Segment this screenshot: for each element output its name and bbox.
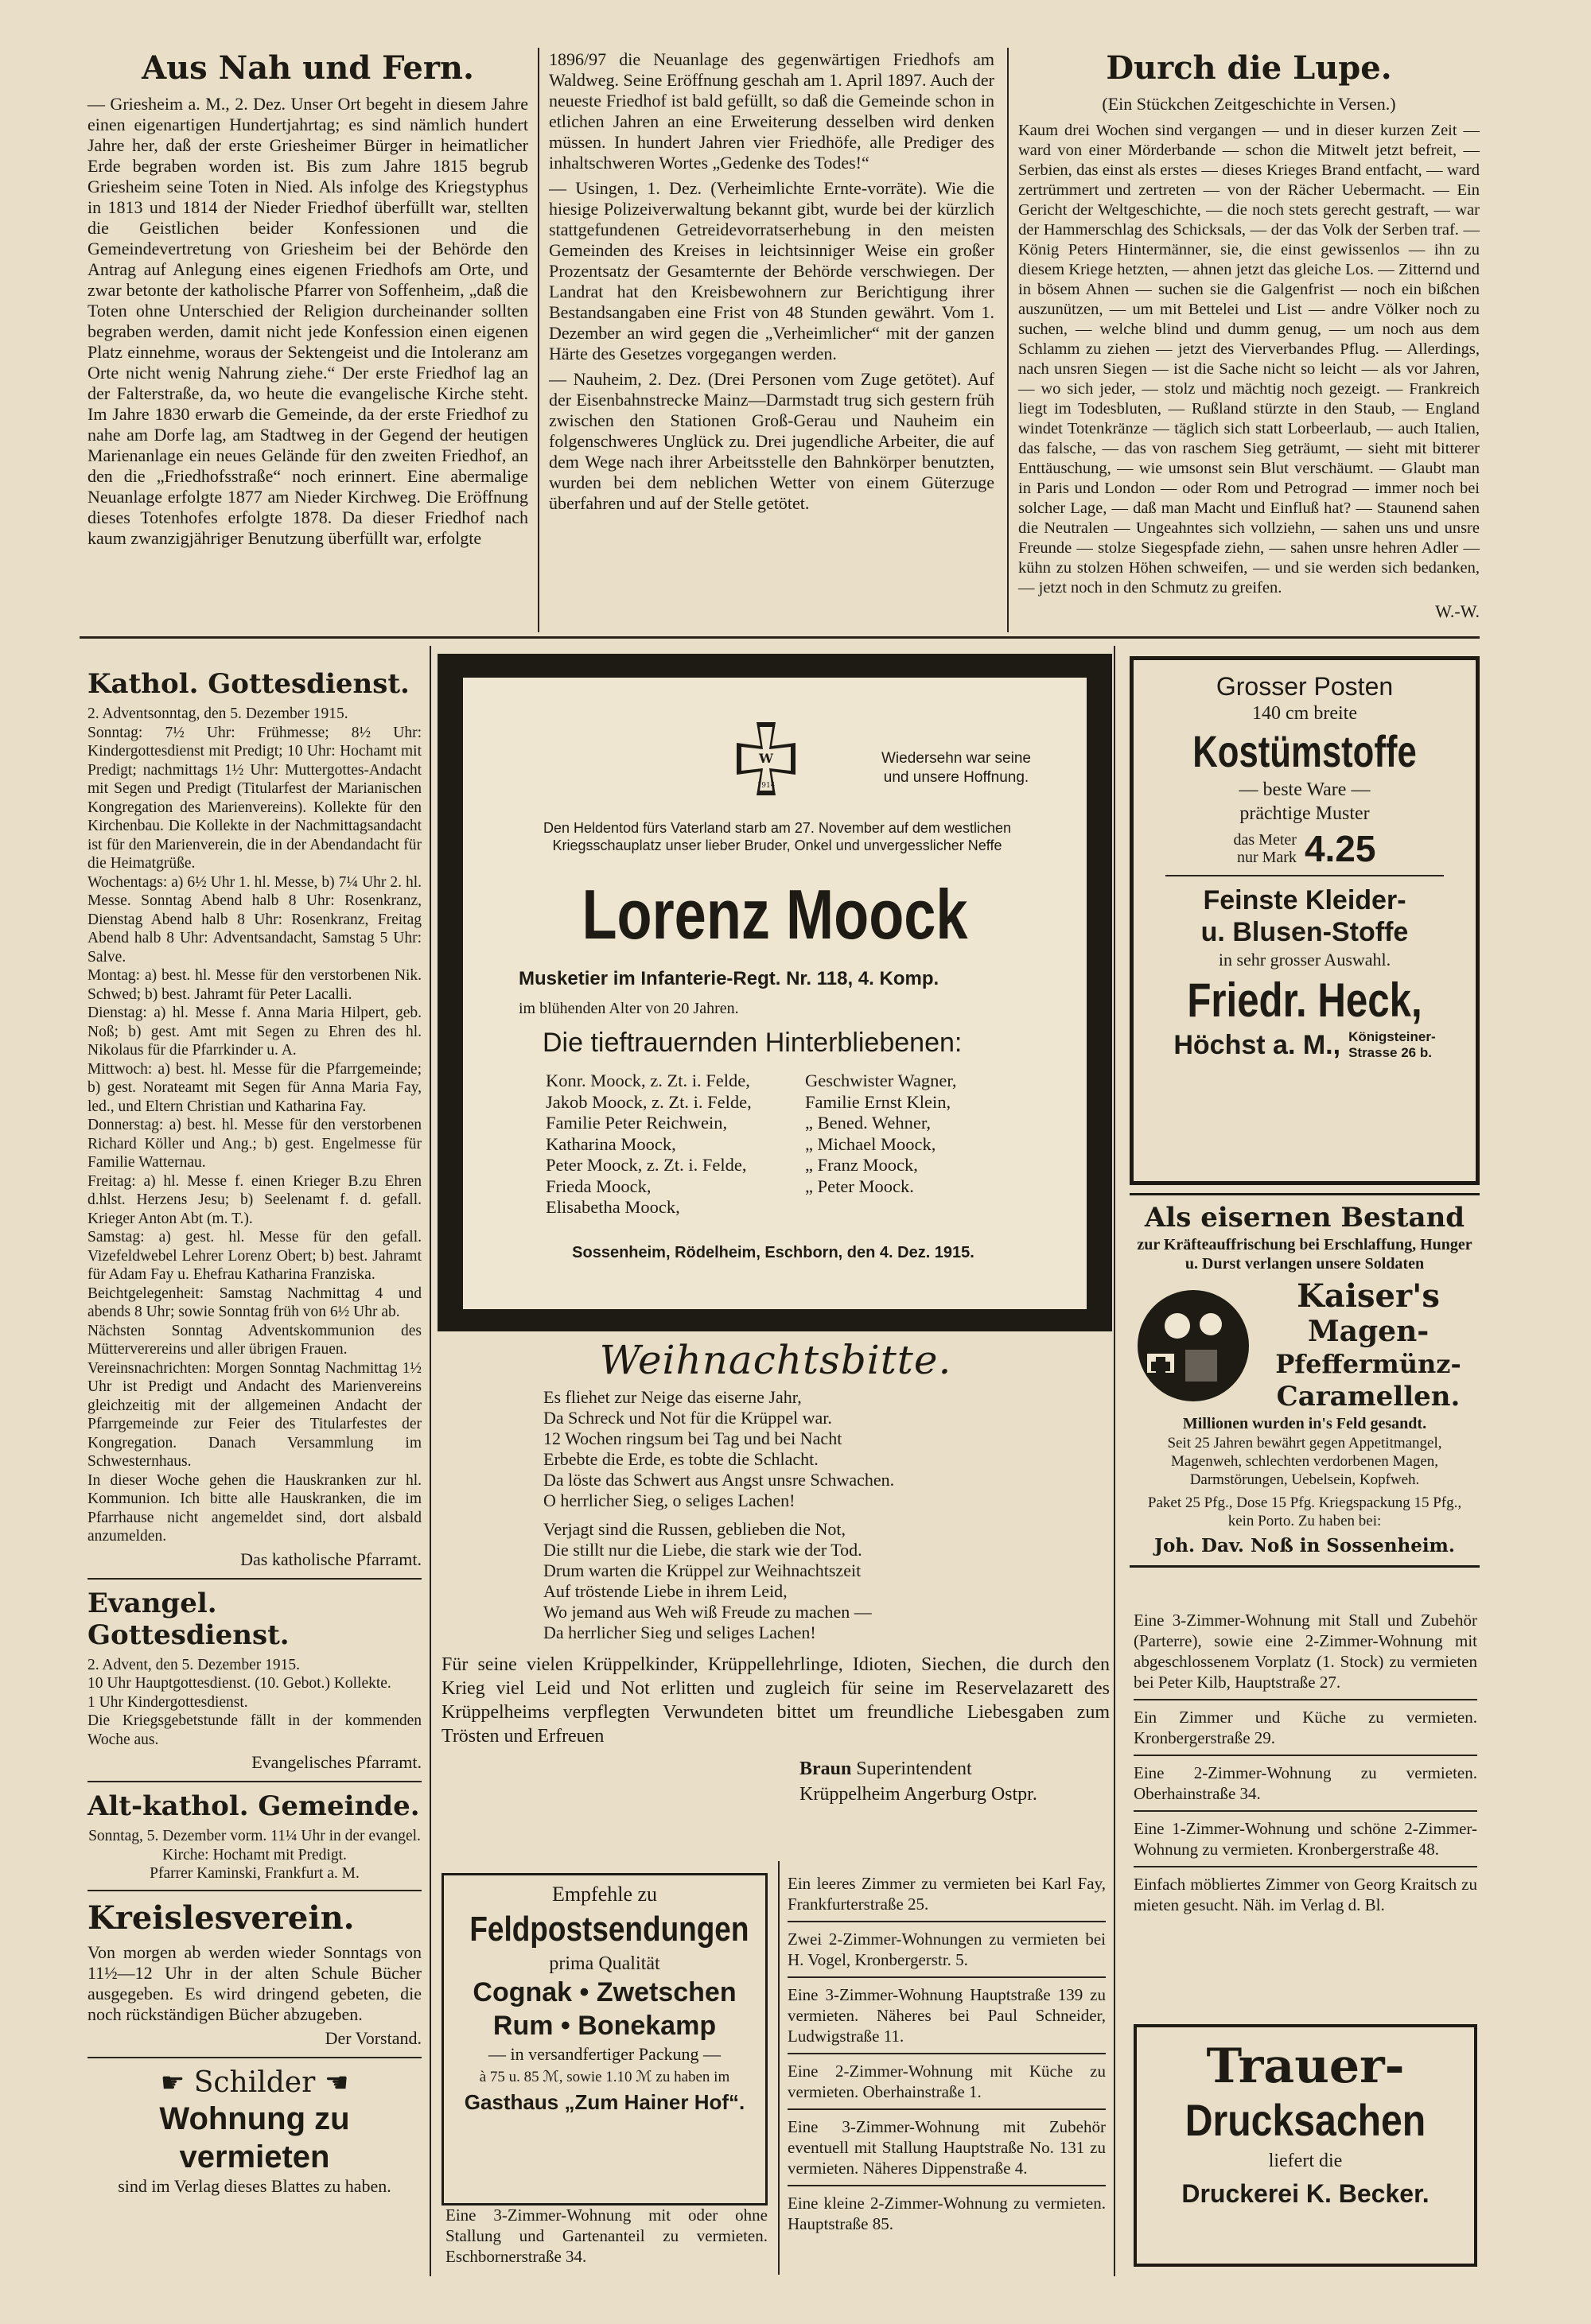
small-ad: Eine 2-Zimmer-Wohnung zu vermieten. Oberhainstraße 34. — [1134, 1763, 1477, 1803]
deceased-name: Lorenz Moock — [582, 875, 968, 954]
mourner: „ Franz Moock, — [805, 1155, 918, 1175]
feldpost-line: prima Qualität — [549, 1953, 660, 1974]
feldpost-ad — [442, 1873, 768, 2205]
heck-price-row — [1134, 829, 1476, 869]
kaiser-heading: Als eisernen Bestand — [1144, 1202, 1465, 1234]
mourners-title: Die tieftrauernden Hinterbliebenen: — [543, 1028, 963, 1058]
feldpost-headline: Feldpostsendungen — [469, 1910, 749, 1949]
kathol-heading: Kathol. Gottesdienst. — [88, 668, 410, 700]
evang-body: 2. Advent, den 5. Dezember 1915. 10 Uhr Hauptgottesdienst. (10. Gebot.) Kollekte. 1 Uhr Kindergottesdienst. Die Kriegsgebetstunde fällt in der kommenden Woche aus. — [88, 1656, 422, 1748]
small-ads-column-right — [1134, 1610, 1477, 1915]
heck-street-line: Königsteiner- — [1348, 1029, 1436, 1044]
kaiser-subline: zur Kräfteauffrischung bei Erschlaffung, Hunger u. Durst verlangen unsere Soldaten — [1137, 1236, 1472, 1273]
heck-unit: das Meter — [1233, 831, 1297, 849]
trauer-printer: Druckerei K. Becker. — [1181, 2179, 1430, 2208]
column-rule — [538, 48, 539, 632]
heck-line: 140 cm breite — [1252, 703, 1357, 724]
product: Rum — [492, 2011, 554, 2041]
news-heading: Aus Nah und Fern. — [142, 49, 474, 87]
product: Bonekamp — [578, 2011, 717, 2041]
altkath-heading: Alt-kathol. Gemeinde. — [88, 1790, 420, 1822]
cross-year: 1914 — [757, 782, 776, 790]
news-article-usingen: — Usingen, 1. Dez. (Verheimlichte Ernte-vorräte). Wie die hiesige Polizeiverwaltung bekannt gibt, wurde bei der kürzlich stattgefundenen Getreidevorratserhebung in den meisten Gemeinden des Kreises in leichtsinniger Weise ein großer Prozentsatz der Gesamternte der Behörde verschwiegen. Der Landrat hat den Kreisbewohnern zur Berichtigung ihrer Bestandsangaben eine Frist von 48 Stunden gewährt. Vom 1. Dezember an wird gegen die „Verheimlicher“ mit der ganzen Härte des Gesetzes vorgegangen werden. — [549, 178, 994, 363]
mourner: Konr. Moock, z. Zt. i. Felde, — [546, 1071, 750, 1090]
schilder-word: Schilder — [193, 2066, 316, 2099]
news-article-griesheim: — Griesheim a. M., 2. Dez. Unser Ort begeht in diesem Jahre einen eigenartigen Hundertjahrtag; es sind nämlich hundert Jahre her, daß der erste Griesheimer Bürger in heimatlicher Erde begraben worden ist. Bis zum Jahre 1815 begrub Griesheim seine Toten in Nied. Als infolge des Kriegstyphus in 1813 und 1814 der Nieder Friedhof überfüllt war, stellten die Geistlichen beider Konfessionen und die Gemeindevertretung von Griesheim bei der Behörde den Antrag auf Anlegung eines eigenen Friedhofs am Orte, und zwar betonte der katholische Pfarrer von Soffenheim, „daß die Toten ohne Unterschied der Religion durcheinander sollten begraben werden, damit nicht jede Konfession einen eigenen Platz einnehme, woraus der Sektengeist und die Intoleranz am Orte nicht wenig Nahrung ziehe.“ Der erste Friedhof lag an der Falterstraße, da, wo heute die evangelische Kirche steht. Im Jahre 1830 erwarb die Gemeinde, da der erste Friedhof zu nahe am Dorfe lag, am Stadtweg in der Gegend der heutigen Marienanlage ein neues Gelände für den zweiten Friedhof, an den die „Friedhofsstraße“ noch erinnert. Eine abermalige Neuanlage erfolgte 1877 am Nieder Kirchweg. Die Eröffnung dieses Totenhofes erfolgte 1878. Da dieser Friedhof nach kaum zwanzigjähriger Benutzung überfüllt war, erfolgte — [88, 94, 528, 548]
heck-street-line: Strasse 26 b. — [1348, 1045, 1432, 1060]
trauer-headline: Drucksachen — [1184, 2095, 1426, 2145]
kreis-heading: Kreislesverein. — [88, 1898, 355, 1937]
divider — [88, 1890, 422, 1891]
schilder-line — [88, 2066, 422, 2100]
mourner: Katharina Moock, — [546, 1133, 676, 1154]
feldpost-products: Rum • Bonekamp — [492, 2011, 717, 2041]
signer-name: Braun — [799, 1759, 852, 1779]
heck-line: prächtige Muster — [1239, 803, 1370, 824]
mourning-motto — [837, 749, 1076, 787]
appeal-signature — [799, 1756, 1110, 1807]
heck-city: Höchst a. M., — [1173, 1029, 1341, 1060]
mourner: Frieda Moock, — [546, 1176, 652, 1196]
mourner: Geschwister Wagner, — [805, 1071, 957, 1090]
mourner: Familie Peter Reichwein, — [546, 1113, 728, 1133]
pointing-hand-icon: ☛ — [160, 2066, 185, 2099]
mourning-footer: Sossenheim, Rödelheim, Eschborn, den 4. Dez. 1915. — [572, 1244, 974, 1261]
small-ad: Eine 3-Zimmer-Wohnung Hauptstraße 139 zu vermieten. Näheres bei Paul Schneider, Ludwigstraße 11. — [788, 1985, 1106, 2046]
poem-signature: W.-W. — [1435, 601, 1480, 621]
brand-line: Pfeffermünz- — [1275, 1349, 1461, 1379]
divider — [1134, 1866, 1477, 1867]
news-article-continuation: 1896/97 die Neuanlage des gegenwärtigen Friedhofs am Waldweg. Seine Eröffnung geschah am 1. April 1897. Auch der neueste Friedhof ist bald gefüllt, so daß die Gemeinde schon in etlichen Jahren an eine Erweiterung desselben wird denken müssen. In hundert Jahren vier Friedhöfe, alle Prediger des inhaltschweren Wortes „Gedenke des Todes!“ — [549, 49, 994, 173]
heck-line: — beste Ware — — [1239, 779, 1371, 800]
mourner: „ Michael Moock, — [805, 1133, 936, 1154]
small-ads-column — [788, 1873, 1106, 2234]
heck-price: 4.25 — [1304, 828, 1376, 869]
column-rule — [1114, 646, 1115, 2276]
deceased-rank: Musketier im Infanterie-Regt. Nr. 118, 4. Komp. — [519, 968, 939, 989]
kaiser-body: Paket 25 Pfg., Dose 15 Pfg. Kriegspackung 15 Pfg., kein Porto. Zu haben bei: — [1147, 1494, 1462, 1529]
heck-ad — [1130, 656, 1480, 1185]
kreis-signature: Der Vorstand. — [325, 2027, 422, 2048]
altkath-body: Sonntag, 5. Dezember vorm. 11¼ Uhr in der evangel. Kirche: Hochamt mit Predigt. Pfarrer Kaminski, Frankfurt a. M. — [88, 1828, 421, 1882]
church-column — [88, 660, 422, 2197]
divider — [88, 1781, 422, 1782]
small-ad: Eine 3-Zimmer-Wohnung mit Zubehör eventuell mit Stallung Hauptstraße No. 131 zu vermieten. Näheres Dippenstraße 4. — [788, 2117, 1106, 2178]
divider — [788, 2185, 1106, 2186]
small-ad: Eine 1-Zimmer-Wohnung und schöne 2-Zimmer-Wohnung zu vermieten. Kronbergerstraße 48. — [1134, 1819, 1477, 1859]
divider — [1165, 875, 1444, 876]
brand-line: Caramellen. — [1276, 1381, 1461, 1413]
divider — [1134, 1810, 1477, 1812]
kaiser-brand-row — [1130, 1278, 1480, 1413]
kaiser-brand — [1257, 1278, 1480, 1413]
mourning-notice — [463, 678, 1087, 1309]
heck-line: Feinste Kleider- — [1203, 885, 1406, 915]
poem-subtitle: (Ein Stückchen Zeitgeschichte in Versen.) — [1102, 94, 1396, 114]
iron-cross-icon — [730, 719, 802, 799]
small-ad: Einfach möbliertes Zimmer von Georg Kraitsch zu mieten gesucht. Näh. im Verlag d. Bl. — [1134, 1875, 1477, 1914]
pointing-hand-icon: ☛ — [324, 2066, 349, 2099]
deceased-age: im blühenden Alter von 20 Jahren. — [519, 1000, 739, 1017]
poem-heading: Durch die Lupe. — [1106, 49, 1392, 87]
poem-body: Kaum drei Wochen sind vergangen — und in dieser kurzen Zeit — ward von einer Mörderbande — schon die Mitwelt jetzt befreit, — Serbien, das einst als erstes — dieses Krieges Brand entfacht, — ward zertrümmert und zertreten — von der Rächer Uebermacht. — Ein Gericht der Weltgeschichte, — die noch stets gerecht gestraft, — war der Hammerschlag des Schicksals, — der das Volk der Serben traf. — König Peters Hintermänner, sie, die einst gewissenlos — ihn zu diesem Kriege hetzten, — ahnen jetzt das gleiche Los. — Zitternd und in bösem Ahnen — suchen sie die Galgenfrist — noch ein bißchen auszunützen, — um mit Bettelei und List — andre Völker noch zu suchen, — welche blind und dumm genug, — um noch aus dem Schlamm zu ziehen — jetzt des Vierverbandes Pflug. — Allerdings, nach unsren Siegen — ist die Sache nicht so leicht — als vor Jahren, — wo sich jeder, — stolz und mächtig noch gezeigt. — Frankreich liegt im Todesbluten, — Rußland stürzte in den Staub, — England windet Totenkränze — täglich sich statt Lorbeerlaub, — auch Italien, das falsche, — das von raschem Sieg geträumt, — sieht mit bitterer Enttäuschung, — wie umsonst sein Blut verschäumt. — Glaubt man in Paris und London — oder Rom und Petrograd — immer noch bei solcher Lage, — daß man Macht und Einfluß hat? — Staunend sahen die Neutralen — Ungeahntes sich vollziehn, — sahen uns und unsre Freunde — stolze Siegespfade ziehn, — sahen unsre hehren Adler — kühn zu stolzen Höhen schweifen, — und sie werden sich bedanken, — jetzt noch in den Schmutz zu greifen. — [1018, 122, 1480, 597]
divider — [88, 2057, 422, 2058]
kaiser-body: Seit 25 Jahren bewährt gegen Appetitmangel, Magenweh, schlechten verdorbenen Magen, Darmstörungen, Uebelsein, Kopfweh. — [1167, 1435, 1442, 1488]
apartment-ad: Eine 3-Zimmer-Wohnung mit oder ohne Stallung und Gartenanteil zu vermieten. Eschbornerstraße 34. — [445, 2205, 768, 2266]
brand-line: Magen- — [1307, 1315, 1430, 1348]
signer-place: Krüppelheim Angerburg Ostpr. — [799, 1784, 1037, 1805]
feldpost-products: Cognak • Zwetschen — [473, 1977, 737, 2007]
heck-line: u. Blusen-Stoffe — [1200, 917, 1409, 947]
brand-line: Kaiser's — [1297, 1277, 1440, 1315]
divider — [1134, 1755, 1477, 1756]
appeal-heading: Weihnachtsbitte. — [599, 1337, 952, 1383]
news-column-left — [88, 49, 528, 549]
trauer-line: liefert die — [1268, 2151, 1343, 2171]
schilder-note: sind im Verlag dieses Blattes zu haben. — [118, 2175, 391, 2196]
cross-letter: W — [759, 751, 773, 766]
column-rule — [1007, 48, 1009, 632]
kathol-body: 2. Adventsonntag, den 5. Dezember 1915. Sonntag: 7½ Uhr: Frühmesse; 8½ Uhr: Kindergottesdienst mit Predigt; 10 Uhr: Hochamt mit Predigt; nachmittags 1½ Uhr: Muttergottes-Andacht mit Segen und Predigt (Titularfest der Marianischen Kongregation des Marienvereins). Kollekte für den Kirchenbau. Die Kollekte in der Nachmittagsandacht ist für den Marienverein, die in der Abendandacht für die Heimatgrüße. Wochentags: a) 6½ Uhr 1. hl. Messe, b) 7¼ Uhr 2. hl. Messe. Sonntag Abend halb 8 Uhr: Rosenkranz, Dienstag Abend halb 8 Uhr: Rosenkranz, Freitag Abend halb 8 Uhr: Adventsandacht, Samstag 5 Uhr: Salve. Montag: a) best. hl. Messe für den verstorbenen Nik. Schwed; b) best. Jahramt für Peter Lacalli. Dienstag: a) hl. Messe f. Anna Maria Hilpert, geb. Noß; b) gest. Amt mit Segen zu Ehren des hl. Nikolaus für die Pfarrkinder u. A. Mittwoch: a) best. hl. Messe für die Pfarrgemeinde; b) gest. Norateamt mit Segen für Anna Maria Fay, led., und Eltern Christian und Katharina Fay. Donnerstag: a) best. hl. Messe für den verstorbenen Richard Köller und Ang.; b) gest. Engelmesse für Familie Watternau. Freitag: a) hl. Messe f. einen Krieger B.zu Ehren d.hlst. Herzens Jesu; b) Seelenamt f. d. gefall. Krieger Anton Abt (m. T.). Samstag: a) gest. hl. Messe für den gefall. Vizefeldwebel Lehrer Lorenz Obert; b) best. Jahramt für Adam Fay u. Ehefrau Katharina Franziska. Beichtgelegenheit: Samstag Nachmittag 4 und abends 8 Uhr; sowie Sonntag früh von 6½ Uhr ab. Nächsten Sonntag Adventskommunion des Mütterverereins und aller übrigen Frauen. Vereinsnachrichten: Morgen Sonntag Nachmittag 1½ Uhr ist Predigt und Andacht des Marienvereins gleichzeitig mit der allgemeinen Andacht der Pfarrgemeinde zur Feier des Titularfestes der Kongregation. Danach Versammlung im Schwesternhaus. In dieser Woche gehen die Hauskranken zur hl. Kommunion. Ich bitte alle Hauskranken, die im Pfarrhause nicht angemeldet sind, dort alsbald anzumelden. — [88, 705, 422, 1545]
small-ad: Ein leeres Zimmer zu vermieten bei Karl Fay, Frankfurterstraße 25. — [788, 1874, 1106, 1914]
feldpost-line: Empfehle zu — [551, 1883, 658, 1906]
small-ad: Eine 2-Zimmer-Wohnung mit Küche zu vermieten. Oberhainstraße 1. — [788, 2062, 1106, 2101]
column-rule — [778, 1861, 780, 2275]
news-article-nauheim: — Nauheim, 2. Dez. (Drei Personen vom Zuge getötet). Auf der Eisenbahnstrecke Mainz—Darmstadt trug sich gestern früh zwischen den Stationen Groß-Gerau und Nauheim ein folgenschweres Unglück zu. Drei jugendliche Arbeiter, die auf dem Wege nach ihrer Arbeitsstelle den Bahnkörper benutzten, wurden bei dem neblichen Wetter von einem Güterzuge überfahren und auf der Stelle getötet. — [549, 369, 994, 513]
mourner: Jakob Moock, z. Zt. i. Felde, — [546, 1091, 752, 1112]
news-column-middle — [549, 49, 994, 514]
trauer-ad — [1134, 2024, 1477, 2267]
schilder-ad — [88, 2066, 422, 2197]
mourner: Familie Ernst Klein, — [805, 1091, 951, 1112]
product: Cognak — [473, 1977, 573, 2007]
heck-price-label — [1234, 831, 1297, 866]
heck-line: in sehr grosser Auswahl. — [1218, 950, 1391, 970]
heck-line: Grosser Posten — [1216, 672, 1394, 701]
kreis-body: Von morgen ab werden wieder Sonntags von 11½—12 Uhr in der alten Schule Bücher ausgegeben. Es wird dringend gebeten, die noch rückständigen Bücher abzugeben. — [88, 1941, 422, 2024]
section-rule — [80, 636, 1480, 639]
divider — [1134, 1699, 1477, 1700]
mourning-intro: Den Heldentod fürs Vaterland starb am 27. November auf dem westlichen Kriegsschauplatz unser lieber Bruder, Onkel und unvergesslicher Neffe — [543, 820, 1011, 853]
product: Zwetschen — [596, 1977, 737, 2007]
heck-headline: Kostümstoffe — [1192, 726, 1417, 776]
appeal-verse-2: Verjagt sind die Russen, geblieben die Not, Die stillt nur die Liebe, die stark wie der Tod. Drum warten die Krüppel zur Weihnachtszeit Auf tröstende Liebe in ihrem Leid, Wo jemand aus Weh wiß Freude zu machen — Da herrlicher Sieg und seliges Lachen! — [543, 1519, 872, 1642]
divider — [788, 1921, 1106, 1922]
mourners-right — [805, 1071, 1060, 1197]
small-ad: Eine 3-Zimmer-Wohnung mit Stall und Zubehör (Parterre), sowie eine 2-Zimmer-Wohnung mit abgeschlossenem Vorplatz (1. Stock) zu vermieten bei Peter Kilb, Hauptstraße 27. — [1134, 1611, 1477, 1692]
divider — [788, 2108, 1106, 2110]
mourner: Peter Moock, z. Zt. i. Felde, — [546, 1155, 747, 1175]
kathol-signature: Das katholische Pfarramt. — [240, 1549, 422, 1569]
motto-line: und unsere Hoffnung. — [883, 769, 1029, 786]
feldpost-line: à 75 u. 85 ℳ, sowie 1.10 ℳ zu haben im — [479, 2069, 730, 2085]
evang-signature: Evangelisches Pfarramt. — [251, 1752, 422, 1772]
christmas-appeal — [442, 1336, 1110, 1807]
poem-column — [1018, 49, 1480, 630]
signer-role: Superintendent — [856, 1759, 972, 1779]
appeal-verse-1: Es fliehet zur Neige das eiserne Jahr, Da Schreck und Not für die Krüppel war. 12 Wochen ringsum bei Tag und bei Nacht Erbebte die Erde, es tobte die Schlacht. Da löste das Schwert aus Angst unsre Schwachen. O herrlicher Sieg, o seliges Lachen! — [543, 1387, 895, 1510]
heck-street — [1348, 1029, 1436, 1061]
small-ad: Zwei 2-Zimmer-Wohnungen zu vermieten bei H. Vogel, Kronbergerstr. 5. — [788, 1930, 1106, 1969]
divider — [788, 1976, 1106, 1978]
feldpost-venue: Gasthaus „Zum Hainer Hof“. — [464, 2090, 745, 2114]
small-ad: Ein Zimmer und Küche zu vermieten. Kronbergerstraße 29. — [1134, 1708, 1477, 1747]
kaiser-body: Millionen wurden in's Feld gesandt. — [1182, 1415, 1427, 1432]
kaiser-ad — [1130, 1193, 1480, 1568]
mourner: Elisabetha Moock, — [546, 1197, 680, 1217]
kaiser-dealer: Joh. Dav. Noß in Sossenheim. — [1154, 1535, 1455, 1556]
mourner: „ Peter Moock. — [805, 1176, 914, 1196]
heck-unit: nur Mark — [1236, 849, 1297, 866]
divider — [88, 1578, 422, 1580]
evang-heading: Evangel. Gottesdienst. — [88, 1587, 290, 1651]
soldiers-illustration-icon — [1130, 1278, 1257, 1413]
mourners-left — [546, 1071, 816, 1218]
heck-address — [1134, 1029, 1476, 1061]
feldpost-line: — in versandfertiger Packung — — [488, 2044, 722, 2064]
heck-company: Friedr. Heck, — [1187, 974, 1422, 1027]
column-rule — [430, 646, 431, 2276]
mourner: „ Bened. Wehner, — [805, 1113, 932, 1133]
trauer-headline: Trauer- — [1206, 2038, 1405, 2094]
motto-line: Wiedersehn war seine — [881, 750, 1031, 767]
appeal-body: Für seine vielen Krüppelkinder, Krüppellehrlinge, Idioten, Siechen, die durch den Krieg viel Leid und Not erlitten und zugleich für seine im Reservelazarett des Krüppelheims verpflegten Verwundeten bittet um freundliche Liebesgaben zum Trösten und Erfreuen — [442, 1654, 1110, 1747]
divider — [788, 2053, 1106, 2054]
schilder-headline: Wohnung zu vermieten — [159, 2101, 350, 2174]
small-ad: Eine kleine 2-Zimmer-Wohnung zu vermieten. Hauptstraße 85. — [788, 2194, 1106, 2233]
